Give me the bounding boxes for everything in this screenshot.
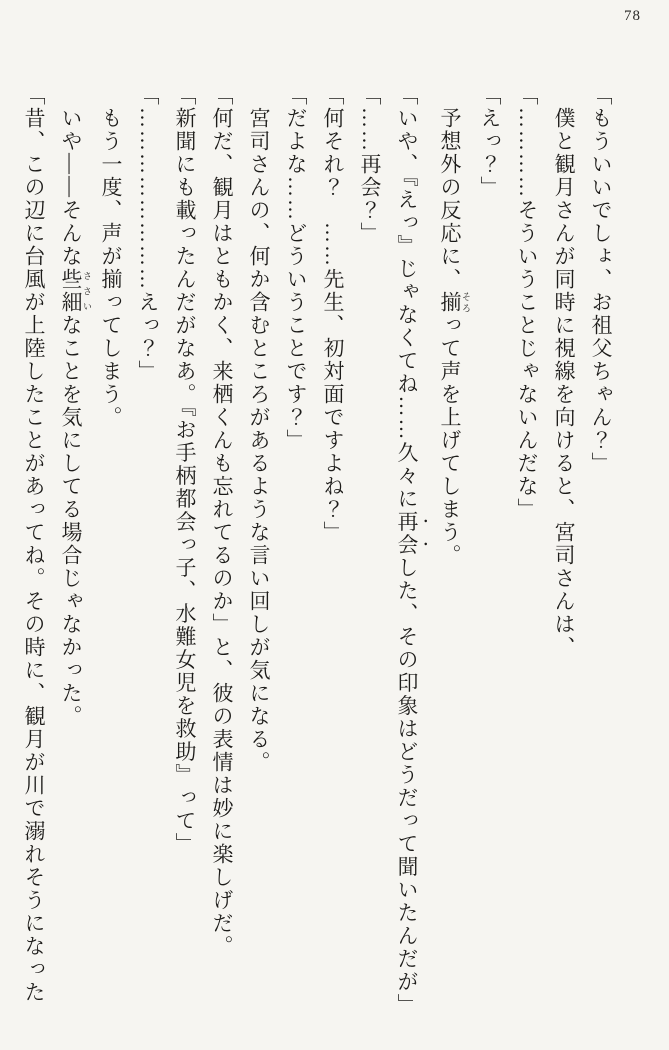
paragraph-dialogue: 「何だ、観月はともかく、来栖くんも忘れてるのか」と、彼の表情は妙に楽しげだ。 [210, 84, 234, 958]
paragraph-dialogue: 「昔、この辺に台風が上陸したことがあってね。その時に、観月が川で溺れそうになった [22, 84, 46, 1004]
paragraph-dialogue: 「えっ？」 [478, 84, 502, 199]
paragraph-narration: もう一度、声が揃ってしまう。 [99, 107, 123, 429]
paragraph-dialogue: 「何それ？ ……先生、初対面ですよね？」 [321, 84, 345, 544]
paragraph-dialogue: 「新聞にも載ったんだがなあ。『お手柄都会っ子、水難女児を救助』って」 [173, 84, 197, 856]
paragraph-dialogue: 「……………………えっ？」 [136, 84, 160, 383]
ruby-annotated-word: 揃 そろ [438, 291, 471, 314]
paragraph-dialogue: 「いや、『えっ』じゃなくてね……久々に再会した、その印象はどうだって聞いたんだが」 [395, 84, 419, 1017]
paragraph-dialogue: 「…………そういうことじゃないんだな」 [515, 84, 539, 521]
paragraph-narration: 予想外の反応に、揃 そろって声を上げてしまう。 [438, 107, 471, 567]
paragraph-dialogue: 「もういいでしょ、お祖父ちゃん？」 [589, 84, 613, 475]
vertical-text-block [22, 84, 619, 1040]
paragraph-dialogue: 「だよな……どういうことです？」 [284, 84, 308, 452]
paragraph-dialogue: 「……再会？」 [358, 84, 382, 245]
paragraph-narration: 宮司さんの、何か含むところがあるような言い回しが気になる。 [247, 107, 271, 774]
paragraph-narration: いや――そんな些細 ささいなことを気にしてる場合じゃなかった。 [59, 107, 92, 728]
paragraph-narration: 僕と観月さんが同時に視線を向けると、宮司さんは、 [552, 107, 576, 659]
page-number: 78 [624, 8, 641, 24]
ruby-annotated-word: 些細 ささい [59, 268, 92, 314]
emphasis-dotted-word: 再会 [395, 510, 419, 557]
